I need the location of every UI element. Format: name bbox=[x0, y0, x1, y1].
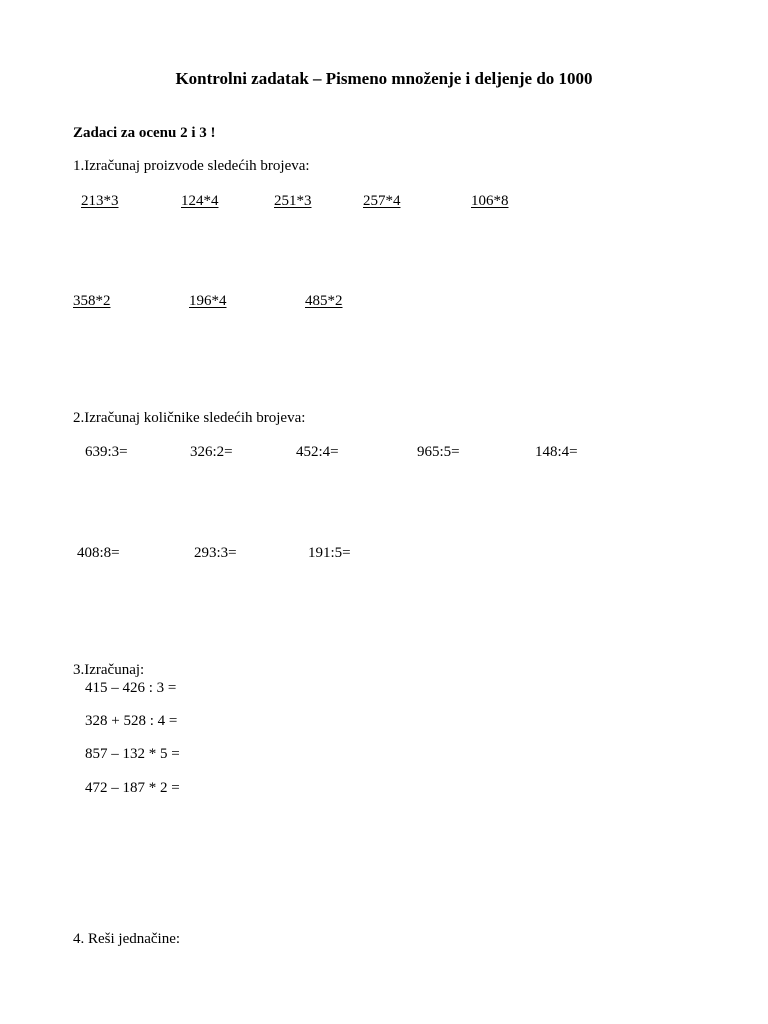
task2-quotient-8: 191:5= bbox=[308, 545, 351, 561]
task1-product-1: 213*3 bbox=[81, 193, 119, 209]
task2-quotient-3: 452:4= bbox=[296, 444, 339, 460]
task2-quotient-4: 965:5= bbox=[417, 444, 460, 460]
task4-heading: 4. Reši jednačine: bbox=[73, 931, 181, 947]
task2-quotient-6: 408:8= bbox=[77, 545, 120, 561]
task2-heading: 2.Izračunaj količnike sledećih brojeva: bbox=[73, 410, 306, 426]
page-title: Kontrolni zadatak – Pismeno množenje i deljenje do 1000 bbox=[175, 69, 593, 88]
task3-expression-2: 328 + 528 : 4 = bbox=[85, 713, 178, 729]
task2-quotient-5: 148:4= bbox=[535, 444, 578, 460]
task3-expression-1: 415 – 426 : 3 = bbox=[85, 680, 177, 696]
task1-product-2: 124*4 bbox=[181, 193, 219, 209]
task1-product-7: 196*4 bbox=[189, 293, 227, 309]
task3-expression-4: 472 – 187 * 2 = bbox=[85, 780, 180, 796]
task1-product-3: 251*3 bbox=[274, 193, 312, 209]
task2-quotient-7: 293:3= bbox=[194, 545, 237, 561]
task1-product-6: 358*2 bbox=[73, 293, 111, 309]
grade-subtitle: Zadaci za ocenu 2 i 3 ! bbox=[73, 125, 216, 141]
task1-product-8: 485*2 bbox=[305, 293, 343, 309]
task2-quotient-1: 639:3= bbox=[85, 444, 128, 460]
task2-quotient-2: 326:2= bbox=[190, 444, 233, 460]
task3-expression-3: 857 – 132 * 5 = bbox=[85, 746, 180, 762]
task1-product-5: 106*8 bbox=[471, 193, 509, 209]
task3-heading: 3.Izračunaj: bbox=[73, 662, 145, 678]
task1-heading: 1.Izračunaj proizvode sledećih brojeva: bbox=[73, 158, 310, 174]
task1-product-4: 257*4 bbox=[363, 193, 401, 209]
